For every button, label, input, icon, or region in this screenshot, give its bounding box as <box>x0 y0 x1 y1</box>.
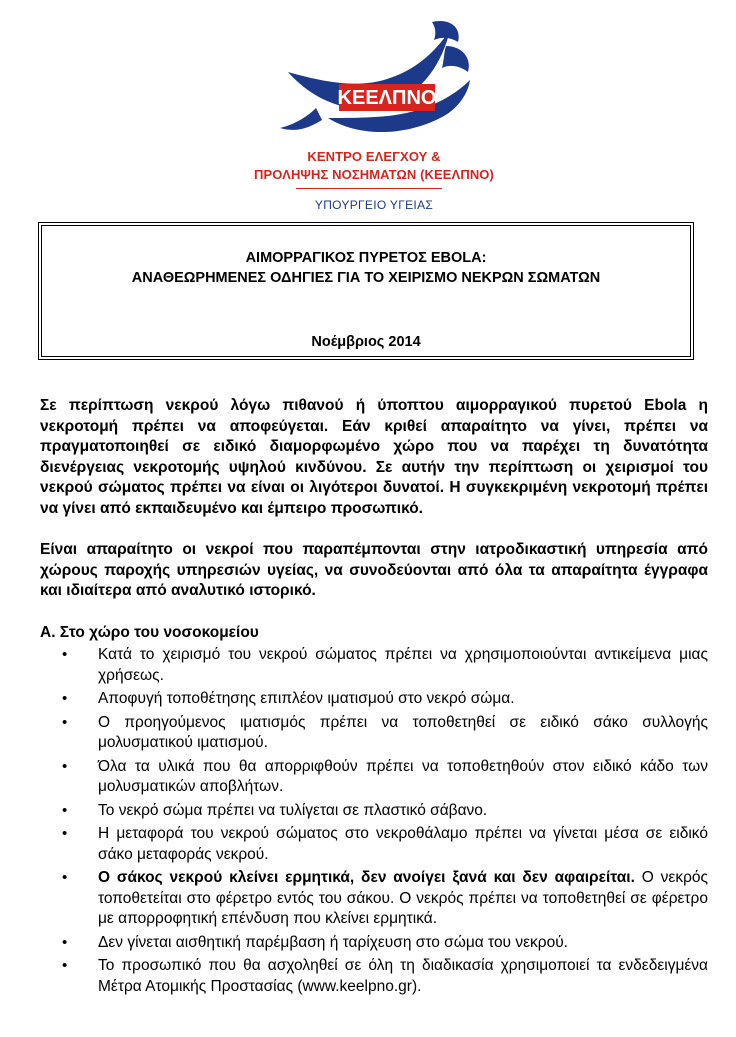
ministry-name: ΥΠΟΥΡΓΕΙΟ ΥΓΕΙΑΣ <box>314 198 434 212</box>
list-item-bold-part: Ο σάκος νεκρού κλείνει ερμητικά, δεν ανοίγει ξανά και δεν αφαιρείται. <box>98 869 635 886</box>
list-item: • Κατά το χειρισμό του νεκρού σώματος πρέπει να χρησιμοποιούνται αντικείμενα μιας χρήσεως. <box>62 646 708 684</box>
dove-logo-icon <box>236 20 512 150</box>
bullet-icon: • <box>62 933 68 951</box>
document-date: Νοέμβριος 2014 <box>311 334 421 350</box>
logo-text: ΚΕΕΛΠΝΟ <box>337 87 437 109</box>
org-divider <box>296 188 442 189</box>
intro-paragraph: Σε περίπτωση νεκρού λόγω πιθανού ή ύποπτου αιμορραγικού πυρετού Ebola η νεκροτομή πρέπει να αποφεύγεται. Εάν κριθεί απαραίτητο να γίνει, πρέπει να πραγματοποιηθεί σε ειδικό διαμορφωμένο χώρο που να παρέχει τη δυνατότητα διενέργειας νεκροτομής υψηλού κινδύνου. Σε αυτήν την περίπτωση οι χειρισμοί του νεκρού σώματος πρέπει να είναι οι λιγότεροι δυνατοί. Η συγκεκριμένη νεκροτομή πρέπει να γίνει από εκπαιδευμένο και έμπειρο προσωπικό. <box>40 397 708 517</box>
bullet-icon: • <box>62 825 68 842</box>
list-item: • Όλα τα υλικά που θα απορριφθούν πρέπει να τοποθετηθούν στον ειδικό κάδο των μολυσματικών αποβλήτων. <box>62 757 708 795</box>
section-a-heading: Α. Στο χώρο του νοσοκομείου <box>40 623 259 641</box>
list-item-rest: Ο νεκρός τοποθετείται στο φέρετρο εντός του σάκου. Ο νεκρός πρέπει να τοποθετηθεί σε φέρετρο με απορροφητική επένδυση που κλείνει ερμητικά. <box>98 869 708 927</box>
keelpno-logo <box>236 20 512 220</box>
bullet-icon: • <box>62 757 68 775</box>
list-item: • Το προσωπικό που θα ασχοληθεί σε όλη τη διαδικασία χρησιμοποιεί τα ενδεδειγμένα Μέτρα Ατομικής Προστασίας (www.keelpno.gr). <box>62 957 708 995</box>
bullet-icon: • <box>62 801 68 819</box>
list-item: • Ο προηγούμενος ιματισμός πρέπει να τοποθετηθεί σε ειδικό σάκο συλλογής μολυσματικού ιματισμού. <box>62 713 708 751</box>
list-item: • Το νεκρό σώμα πρέπει να τυλίγεται σε πλαστικό σάβανο. <box>40 801 708 822</box>
bullet-icon: • <box>62 957 68 974</box>
list-item: • Δεν γίνεται αισθητική παρέμβαση ή ταρίχευση στο σώμα του νεκρού. <box>40 933 708 954</box>
document-body <box>40 396 708 1000</box>
bullet-icon: • <box>62 713 68 731</box>
org-line-2: ΠΡΟΛΗΨΗΣ ΝΟΣΗΜΑΤΩΝ (ΚΕΕΛΠΝΟ) <box>254 167 494 182</box>
organization-name <box>236 148 512 184</box>
title-line-1: ΑΙΜΟΡΡΑΓΙΚΟΣ ΠΥΡΕΤΟΣ EBOLA: <box>245 250 487 266</box>
list-item: • Η μεταφορά του νεκρού σώματος στο νεκροθάλαμο πρέπει να γίνεται μέσα σε ειδικό σάκο μεταφοράς νεκρού. <box>62 825 708 863</box>
title-box <box>38 222 694 360</box>
org-line-1: ΚΕΝΤΡΟ ΕΛΕΓΧΟΥ & <box>307 149 441 164</box>
requirements-paragraph: Είναι απαραίτητο οι νεκροί που παραπέμπονται στην ιατροδικαστική υπηρεσία από χώρους παροχής υπηρεσιών υγείας, να συνοδεύονται από όλα τα απαραίτητα έγγραφα και ιδιαίτερα από αναλυτικό ιστορικό. <box>40 541 708 599</box>
list-item: • Αποφυγή τοποθέτησης επιπλέον ιματισμού στο νεκρό σώμα. <box>40 689 708 710</box>
bullet-icon: • <box>62 646 68 663</box>
section-a-list <box>40 645 708 997</box>
bullet-icon: • <box>62 869 68 886</box>
list-item <box>40 868 708 930</box>
title-line-2: ΑΝΑΘΕΩΡΗΜΕΝΕΣ ΟΔΗΓΙΕΣ ΓΙΑ ΤΟ ΧΕΙΡΙΣΜΟ ΝΕΚΡΩΝ ΣΩΜΑΤΩΝ <box>131 270 601 286</box>
bullet-icon: • <box>62 690 68 707</box>
